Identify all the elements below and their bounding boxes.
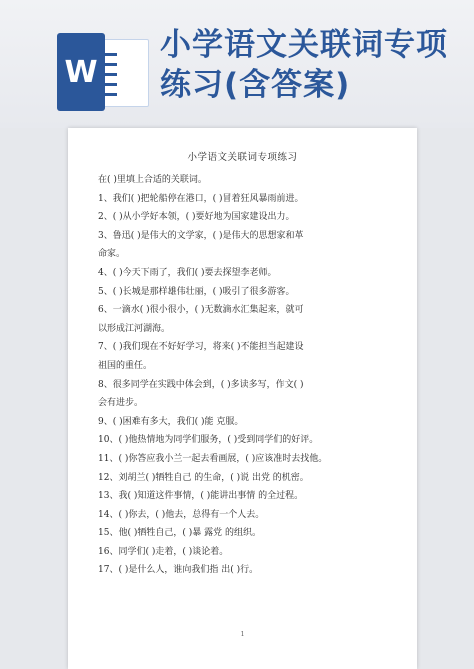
exercise-line: 16、同学们( )走着，( )谈论着。 [98,546,229,557]
exercise-line: 1、我们( )把轮船停在港口，( )冒着狂风暴雨前进。 [98,193,304,204]
exercise-list [98,171,400,580]
exercise-line: 8、很多同学在实践中体会到，( )多读多写，作文( ) [98,379,304,390]
word-document-icon [57,33,149,111]
exercise-line: 14、( )你去，( )他去，总得有一个人去。 [98,509,265,520]
exercise-line: 命家。 [98,249,126,260]
instruction-line: 在( )里填上合适的关联词。 [98,175,207,185]
exercise-line: 11、( )你答应我小兰一起去看画展，( )应该准时去找他。 [98,453,328,464]
exercise-line: 会有进步。 [98,398,144,409]
word-logo-letter: W [57,33,105,111]
document-title: 小学语文关联词专项练习 [187,152,298,163]
cover-banner [0,0,474,128]
exercise-line: 4、( )今天下雨了，我们( )要去探望李老师。 [98,267,277,278]
exercise-line: 以形成江河湖海。 [98,323,171,334]
exercise-line: 3、鲁迅( )是伟大的文学家，( )是伟大的思想家和革 [98,230,304,241]
exercise-line: 13、我( )知道这件事情，( )能讲出事情 的全过程。 [98,491,304,502]
exercise-line: 10、( )他热情地为同学们服务，( )受到同学们的好评。 [98,435,319,446]
page-number: 1 [240,631,245,638]
exercise-line: 15、他( )牺牲自己，( )暴 露党 的组织。 [98,528,261,539]
exercise-line: 5、( )长城是那样雄伟壮丽，( )吸引了很多游客。 [98,286,295,297]
banner-title: 小学语文关联词专项练习(含答案) [160,27,448,103]
exercise-line: 9、( )困难有多大，我们( )能 克服。 [98,416,244,427]
exercise-line: 祖国的重任。 [98,360,153,371]
document-page [68,128,417,669]
exercise-line: 6、一滴水( )很小很小，( )无数滴水汇集起来，就可 [98,305,304,316]
exercise-line: 7、( )我们现在不好好学习，将来( )不能担当起建设 [98,342,304,353]
exercise-line: 17、( )是什么人，谁向我们指 出( )行。 [98,565,259,576]
exercise-line: 12、刘胡兰( )牺牲自己 的生命，( )说 出党 的机密。 [98,472,309,483]
exercise-line: 2、( )从小学好本领，( )要好地为国家建设出力。 [98,212,295,223]
